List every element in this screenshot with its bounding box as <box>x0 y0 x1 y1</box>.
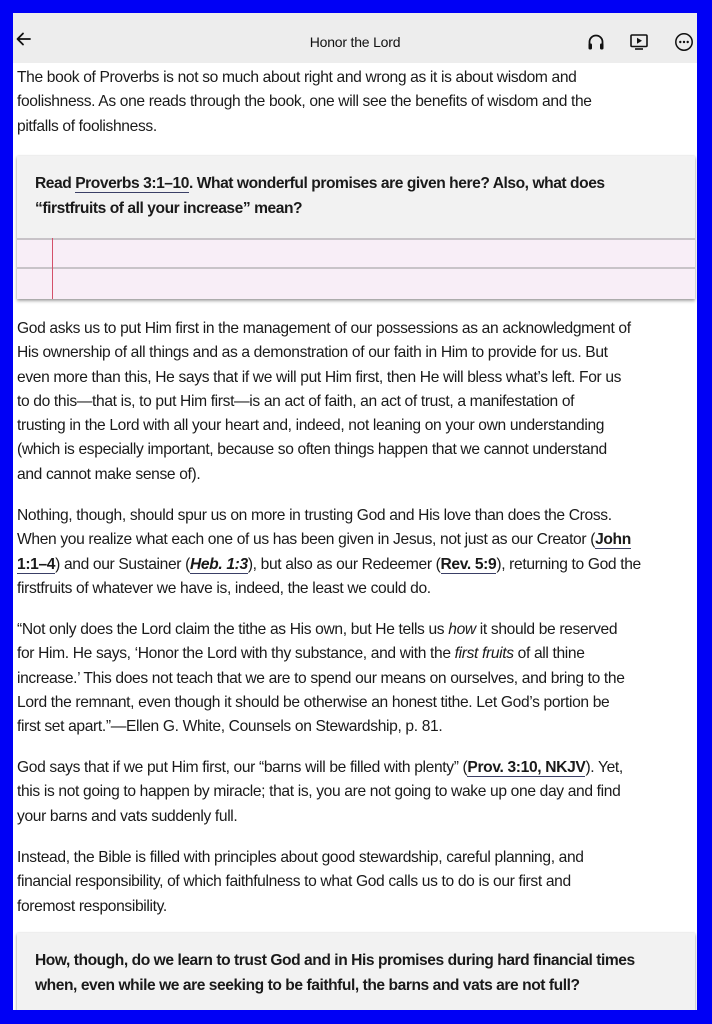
question-card <box>17 156 695 299</box>
question-text <box>35 172 605 221</box>
text-part: for Him. He says, ‘Honor the Lord with thy substance, and with the <box>17 645 455 663</box>
question-text <box>35 949 635 998</box>
text-line: when, even while we are seeking to be faithful, the barns and vats are not full? <box>35 976 580 994</box>
text-line: How, though, do we learn to trust God and in His promises during hard financial times <box>35 952 635 969</box>
scripture-link[interactable]: Proverbs 3:1–10 <box>75 175 189 192</box>
scripture-link-rev[interactable]: Rev. 5:9 <box>440 555 497 573</box>
text-part: of all thine <box>513 645 585 663</box>
text-part: When you realize what each one of us has been given in Jesus, not just as our Creator ( <box>17 531 596 549</box>
scripture-link-heb[interactable]: Heb. 1:3 <box>189 555 248 573</box>
body-paragraph <box>17 317 631 487</box>
notes-answer-area[interactable] <box>17 238 695 299</box>
arrow-left-icon[interactable] <box>15 30 33 48</box>
text-line: increase.’ This does not teach that we are to spend our means on ourselves, and bring to the <box>17 669 625 687</box>
text-line: and cannot make sense of). <box>17 465 201 483</box>
text-part: ), returning to God the <box>496 555 641 573</box>
text-part: ). Yet, <box>585 759 623 776</box>
headphones-icon[interactable] <box>586 32 606 52</box>
notes-rule-line <box>17 267 695 269</box>
text-line: Lord the remnant, even though it should be otherwise an honest tithe. Let God’s portion be <box>17 693 610 711</box>
scripture-link-john-cont[interactable]: 1:1–4 <box>17 555 56 573</box>
text-part: “Not only does the Lord claim the tithe as His own, but He tells us <box>17 621 449 638</box>
notes-margin-line <box>52 238 53 299</box>
app-screen <box>13 13 697 1010</box>
text-part: ) and our Sustainer ( <box>55 555 190 573</box>
text-line: Nothing, though, should spur us on more in trusting God and His love than does the Cross. <box>17 507 612 524</box>
text-line: to do this—that is, to put Him first—is an act of faith, an act of trust, a manifestation of <box>17 392 575 410</box>
emphasis-text: first fruits <box>454 645 514 663</box>
question-text-part: . What wonderful promises are given here? Also, what does <box>188 175 605 192</box>
body-paragraph <box>17 504 641 601</box>
text-part: God says that if we put Him first, our “barns will be filled with plenty” ( <box>17 759 468 776</box>
video-play-icon[interactable] <box>629 32 649 52</box>
quote-paragraph <box>17 618 625 739</box>
text-line: firstfruits of whatever we have is, indeed, the least we could do. <box>17 579 431 597</box>
question-text-part: Read <box>35 175 76 192</box>
text-line: pitfalls of foolishness. <box>17 117 157 135</box>
text-line: your barns and vats suddenly full. <box>17 807 238 825</box>
text-line: financial responsibility, of which faithfulness to what God calls us to do is our first and <box>17 873 571 891</box>
body-paragraph <box>17 846 584 919</box>
body-paragraph <box>17 756 623 829</box>
text-line: Instead, the Bible is filled with principles about good stewardship, careful planning, and <box>17 849 584 866</box>
text-line: trusting in the Lord with all your heart and, indeed, not leaning on your own understanding <box>17 417 605 435</box>
text-part: ), but also as our Redeemer ( <box>247 555 441 573</box>
text-part: it should be reserved <box>475 621 618 638</box>
text-line: (which is especially important, because so often things happen that we cannot understand <box>17 441 607 459</box>
text-line: “firstfruits of all your increase” mean? <box>35 199 303 217</box>
intro-paragraph <box>17 66 592 139</box>
top-bar <box>13 13 697 63</box>
text-line: first set apart.”—Ellen G. White, Counsels on Stewardship, p. 81. <box>17 718 443 736</box>
page-title: Honor the Lord <box>309 34 401 50</box>
emphasis-text: how <box>448 621 476 638</box>
text-line: God asks us to put Him first in the management of our possessions as an acknowledgment of <box>17 320 631 337</box>
more-options-icon[interactable] <box>674 32 694 52</box>
text-line: foremost responsibility. <box>17 897 167 915</box>
text-line: even more than this, He says that if we will put Him first, then He will bless what’s left. For us <box>17 368 622 386</box>
notes-rule-line <box>17 238 695 240</box>
question-card <box>17 933 695 1010</box>
text-line: His ownership of all things and as a demonstration of our faith in Him to provide for us. But <box>17 344 608 362</box>
scripture-link-prov[interactable]: Prov. 3:10, NKJV <box>467 759 586 776</box>
text-line: foolishness. As one reads through the book, one will see the benefits of wisdom and the <box>17 93 592 111</box>
text-line: The book of Proverbs is not so much about right and wrong as it is about wisdom and <box>17 69 577 86</box>
text-line: this is not going to happen by miracle; that is, you are not going to wake up one day and find <box>17 783 621 801</box>
scripture-link-john[interactable]: John <box>595 531 631 549</box>
